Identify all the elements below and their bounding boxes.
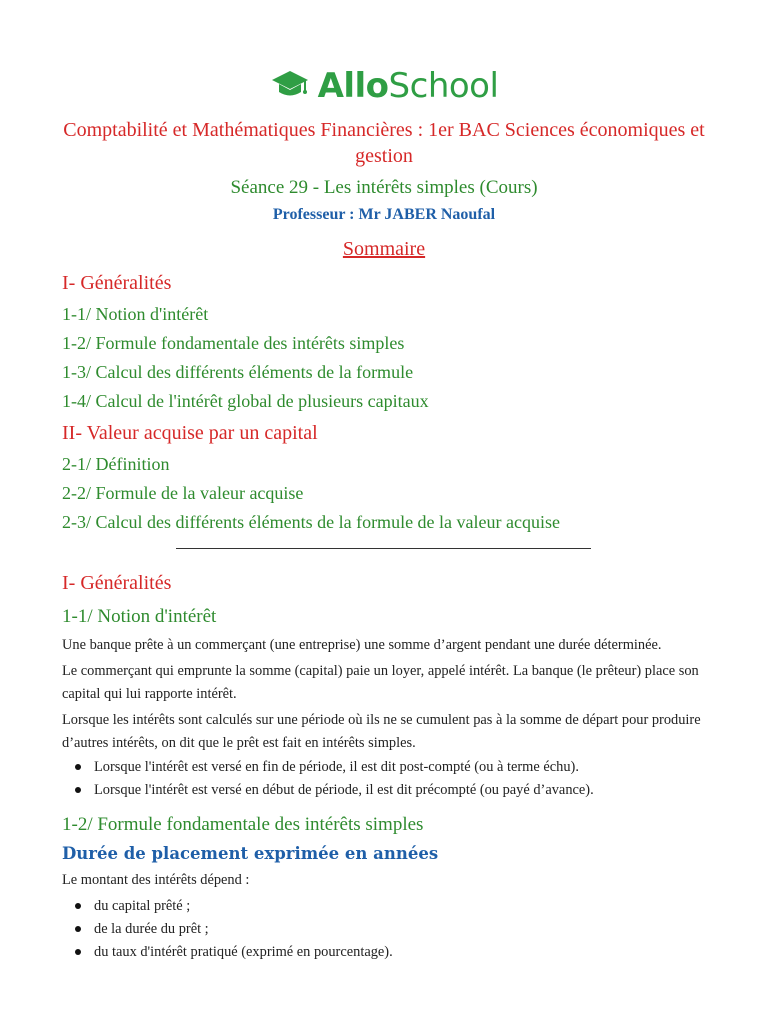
list-item: du capital prêté ; bbox=[94, 895, 712, 918]
divider bbox=[176, 548, 591, 549]
paragraph-4: Le montant des intérêts dépend : bbox=[62, 871, 250, 888]
table-of-contents bbox=[62, 268, 722, 537]
logo-text-school: School bbox=[388, 66, 499, 106]
list-item: Lorsque l'intérêt est versé en fin de période, il est dit post-compté (ou à terme échu). bbox=[94, 756, 712, 779]
subsection-heading-1-2: 1-2/ Formule fondamentale des intérêts simples bbox=[62, 813, 424, 835]
paragraph-1: Une banque prête à un commerçant (une entreprise) une somme d’argent pendant une durée déterminée. bbox=[62, 637, 662, 653]
toc-item-2-1[interactable]: 2-1/ Définition bbox=[62, 454, 170, 474]
toc-title: Sommaire bbox=[342, 238, 426, 260]
toc-section-1[interactable]: I- Généralités bbox=[62, 272, 172, 294]
list-item: du taux d'intérêt pratiqué (exprimé en pourcentage). bbox=[94, 941, 712, 964]
alloschool-logo[interactable] bbox=[0, 66, 768, 106]
paragraph-3: Lorsque les intérêts sont calculés sur une période où ils ne se cumulent pas à la somme de départ pour produire d’autres intérêts, on dit que le prêt est fait en intérêts simples. bbox=[62, 711, 701, 751]
bullet-list-2 bbox=[62, 895, 712, 964]
main-content bbox=[62, 568, 712, 964]
toc-item-1-3[interactable]: 1-3/ Calcul des différents éléments de la formule bbox=[62, 362, 414, 382]
paragraph-2: Le commerçant qui emprunte la somme (capital) paie un loyer, appelé intérêt. La banque (le prêteur) place son capital qui lui rapporte intérêt. bbox=[62, 662, 699, 702]
toc-section-2[interactable]: II- Valeur acquise par un capital bbox=[62, 422, 318, 444]
graduation-cap-icon bbox=[270, 69, 310, 104]
list-item: de la durée du prêt ; bbox=[94, 918, 712, 941]
course-title: Comptabilité et Mathématiques Financières : 1er BAC Sciences économiques et gestion bbox=[63, 119, 705, 167]
seance-title: Séance 29 - Les intérêts simples (Cours) bbox=[230, 177, 538, 198]
toc-item-2-3[interactable]: 2-3/ Calcul des différents éléments de la formule de la valeur acquise bbox=[62, 512, 560, 532]
subsection-heading-1-1: 1-1/ Notion d'intérêt bbox=[62, 606, 217, 627]
toc-item-1-4[interactable]: 1-4/ Calcul de l'intérêt global de plusieurs capitaux bbox=[62, 391, 429, 411]
subsection-subheading: Durée de placement exprimée en années bbox=[62, 843, 439, 863]
professor-name: Professeur : Mr JABER Naoufal bbox=[272, 206, 496, 223]
bullet-list-1 bbox=[62, 756, 712, 802]
logo-text-allo: Allo bbox=[317, 66, 389, 106]
section-heading-1: I- Généralités bbox=[62, 572, 172, 594]
toc-item-1-1[interactable]: 1-1/ Notion d'intérêt bbox=[62, 304, 209, 324]
toc-item-1-2[interactable]: 1-2/ Formule fondamentale des intérêts simples bbox=[62, 333, 405, 353]
list-item: Lorsque l'intérêt est versé en début de période, il est dit précompté (ou payé d’avance). bbox=[94, 779, 712, 802]
toc-item-2-2[interactable]: 2-2/ Formule de la valeur acquise bbox=[62, 483, 304, 503]
